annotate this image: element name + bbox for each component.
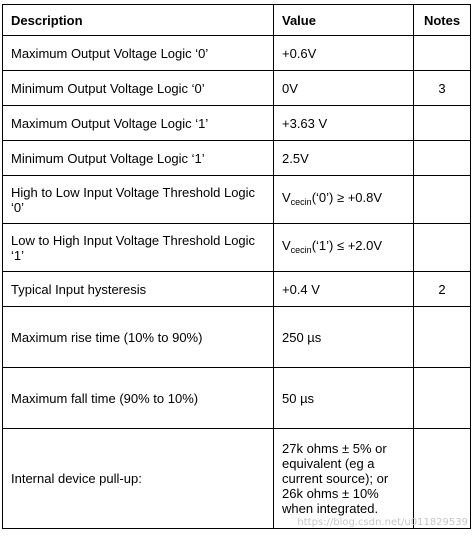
notes-cell xyxy=(414,36,471,71)
description-cell: Internal device pull-up: xyxy=(3,429,274,529)
notes-cell: 2 xyxy=(414,272,471,307)
value-cell xyxy=(274,224,414,272)
notes-cell xyxy=(414,224,471,272)
description-cell: Typical Input hysteresis xyxy=(3,272,274,307)
value-prefix: V xyxy=(282,189,291,205)
header-description: Description xyxy=(3,5,274,36)
value-cell: 2.5V xyxy=(274,141,414,176)
table-row xyxy=(3,272,471,307)
value-cell xyxy=(274,176,414,224)
table-row xyxy=(3,71,471,106)
value-cell: +3.63 V xyxy=(274,106,414,141)
spec-table xyxy=(2,4,471,529)
description-cell: Low to High Input Voltage Threshold Logic ‘1’ xyxy=(3,224,274,272)
header-row xyxy=(3,5,471,36)
value-prefix: V xyxy=(282,237,291,253)
notes-cell xyxy=(414,429,471,529)
description-cell: Maximum fall time (90% to 10%) xyxy=(3,368,274,429)
value-cell: +0.4 V xyxy=(274,272,414,307)
value-cell: +0.6V xyxy=(274,36,414,71)
header-notes: Notes xyxy=(414,5,471,36)
description-cell: Minimum Output Voltage Logic ‘0’ xyxy=(3,71,274,106)
description-cell: High to Low Input Voltage Threshold Logic ‘0’ xyxy=(3,176,274,224)
notes-cell xyxy=(414,307,471,368)
notes-cell: 3 xyxy=(414,71,471,106)
notes-cell xyxy=(414,176,471,224)
table-row xyxy=(3,141,471,176)
value-cell: 27k ohms ± 5% or equivalent (eg a current source); or 26k ohms ± 10% when integrated. xyxy=(274,429,414,529)
description-cell: Minimum Output Voltage Logic ‘1’ xyxy=(3,141,274,176)
value-subscript: cecin xyxy=(290,196,312,207)
table-row xyxy=(3,106,471,141)
description-cell: Maximum Output Voltage Logic ‘0’ xyxy=(3,36,274,71)
table-row xyxy=(3,224,471,272)
value-subscript: cecin xyxy=(290,244,312,255)
value-suffix: (‘0’) ≥ +0.8V xyxy=(311,189,383,205)
value-cell: 250 µs xyxy=(274,307,414,368)
table-row xyxy=(3,307,471,368)
description-cell: Maximum rise time (10% to 90%) xyxy=(3,307,274,368)
notes-cell xyxy=(414,106,471,141)
value-cell: 50 µs xyxy=(274,368,414,429)
description-cell: Maximum Output Voltage Logic ‘1’ xyxy=(3,106,274,141)
notes-cell xyxy=(414,141,471,176)
value-suffix: (‘1’) ≤ +2.0V xyxy=(311,237,383,253)
header-value: Value xyxy=(274,5,414,36)
value-cell: 0V xyxy=(274,71,414,106)
notes-cell xyxy=(414,368,471,429)
table-row xyxy=(3,36,471,71)
table-row xyxy=(3,368,471,429)
table-row xyxy=(3,176,471,224)
table-row xyxy=(3,429,471,529)
watermark: https://blog.csdn.net/u011829539 xyxy=(297,517,468,528)
